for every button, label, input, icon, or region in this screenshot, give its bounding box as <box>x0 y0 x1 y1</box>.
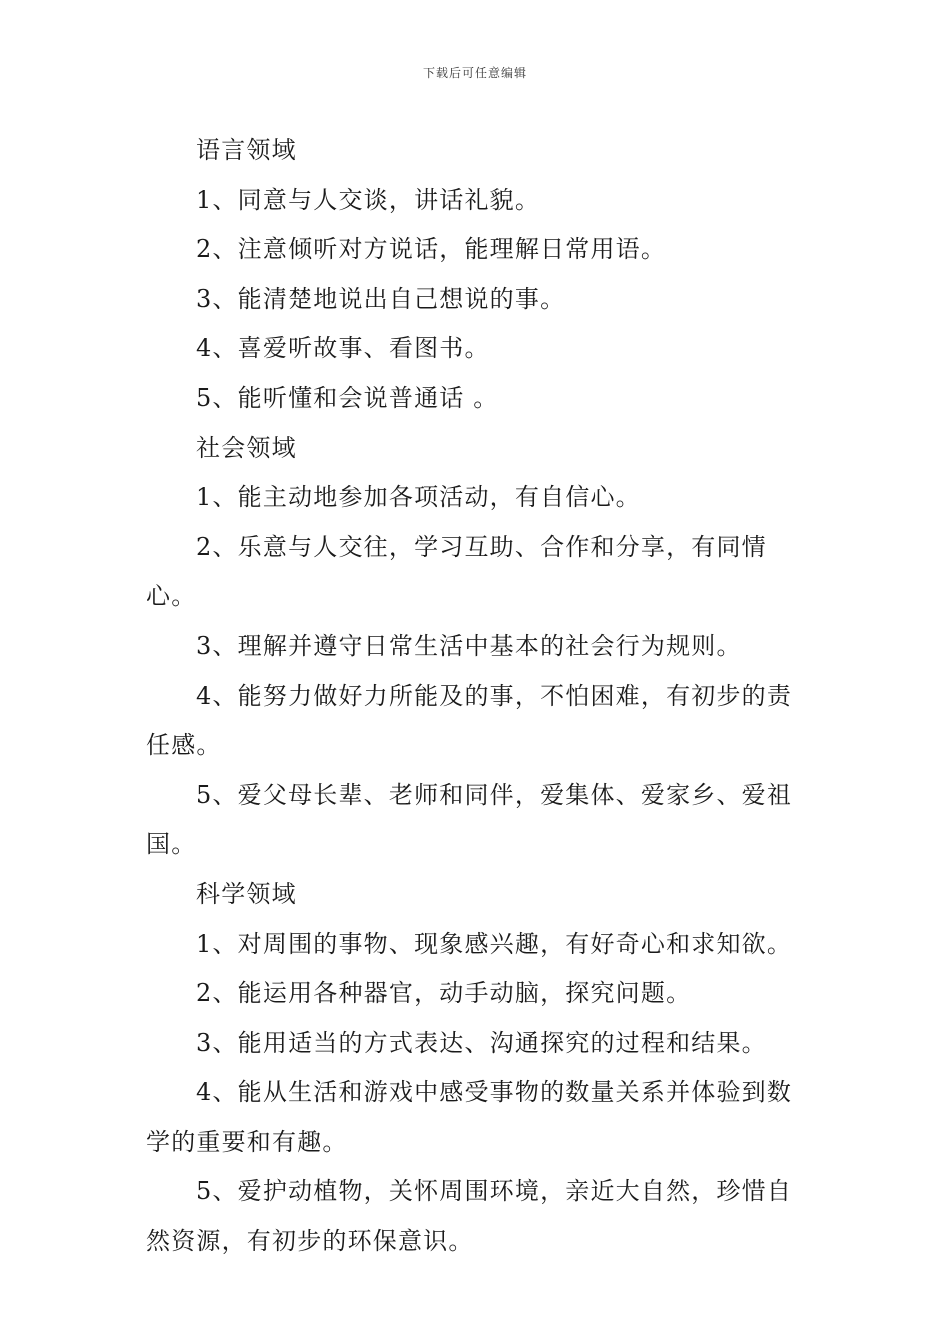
section-heading-social: 社会领域 <box>196 433 297 462</box>
list-item: 1、同意与人交谈，讲话礼貌。 <box>196 185 541 214</box>
list-item: 4、喜爱听故事、看图书。 <box>196 334 490 363</box>
page-header: 下载后可任意编辑 <box>422 66 527 80</box>
section-heading-language: 语言领域 <box>196 136 297 164</box>
section-heading-science: 科学领域 <box>196 879 297 908</box>
list-item: 5、能听懂和会说普通话 。 <box>196 383 499 412</box>
list-item: 4、能努力做好力所能及的事，不怕困难，有初步的责任感。 <box>146 681 793 760</box>
document-body <box>146 126 808 1267</box>
list-item: 4、能从生活和游戏中感受事物的数量关系并体验到数学的重要和有趣。 <box>146 1078 793 1156</box>
list-item: 2、注意倾听对方说话，能理解日常用语。 <box>196 235 667 264</box>
list-item: 3、能清楚地说出自己想说的事。 <box>196 284 566 313</box>
list-item: 3、理解并遵守日常生活中基本的社会行为规则。 <box>196 631 742 660</box>
list-item: 2、能运用各种器官，动手动脑，探究问题。 <box>196 979 692 1008</box>
list-item: 1、对周围的事物、现象感兴趣，有好奇心和求知欲。 <box>196 929 793 958</box>
list-item: 5、爱父母长辈、老师和同伴，爱集体、爱家乡、爱祖国。 <box>146 780 793 859</box>
list-item: 5、爱护动植物，关怀周围环境，亲近大自然，珍惜自然资源，有初步的环保意识。 <box>146 1177 793 1256</box>
list-item: 1、能主动地参加各项活动，有自信心。 <box>196 483 641 512</box>
list-item: 3、能用适当的方式表达、沟通探究的过程和结果。 <box>196 1028 767 1057</box>
list-item: 2、乐意与人交往，学习互助、合作和分享，有同情心。 <box>146 532 767 611</box>
